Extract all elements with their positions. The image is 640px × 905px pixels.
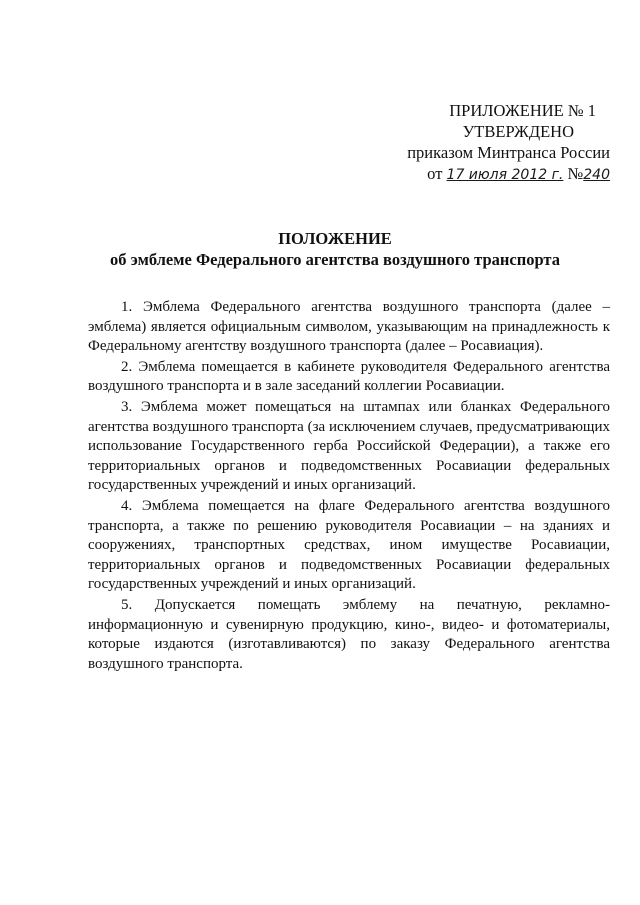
title-main: ПОЛОЖЕНИЕ <box>278 229 392 248</box>
handwritten-date: 17 июля 2012 г. <box>446 167 564 183</box>
paragraph-4: 4. Эмблема помещается на флаге Федерального агентства воздушного транспорта, а также по решению руководителя Росавиации – на зданиях и сооружениях, транспортных средствах, ином имуществе Росавиации, территориальных органов и подведомственных Росавиации федеральных государственных учреждений и иных организаций. <box>88 497 610 593</box>
approved-label: УТВЕРЖДЕНО <box>462 122 574 141</box>
order-date-line <box>370 163 610 186</box>
date-prefix: от <box>427 164 443 183</box>
document-title <box>60 228 610 270</box>
order-label: приказом Минтранса России <box>407 143 610 162</box>
paragraph-5: 5. Допускается помещать эмблему на печатную, рекламно-информационную и сувенирную продукцию, кино-, видео- и фотоматериалы, которые издаются (изготавливаются) по заказу Федерального агентства воздушного транспорта. <box>88 596 610 672</box>
title-subtitle: об эмблеме Федерального агентства воздушного транспорта <box>109 250 560 269</box>
paragraph-1: 1. Эмблема Федерального агентства воздушного транспорта (далее – эмблема) является официальным символом, указывающим на принадлежность к Федеральному агентству воздушного транспорта (далее – Росавиация). <box>88 299 610 355</box>
approval-header <box>370 100 610 186</box>
paragraph-3: 3. Эмблема может помещаться на штампах или бланках Федерального агентства воздушного транспорта (за исключением случаев, предусматривающих использование Государственного герба Российской Федерации), а также его территориальных органов и подведомственных Росавиации федеральных государственных учреждений и иных организаций. <box>88 398 610 494</box>
paragraph-2: 2. Эмблема помещается в кабинете руководителя Федерального агентства воздушного транспорта и в зале заседаний коллегии Росавиации. <box>88 358 610 395</box>
handwritten-number: 240 <box>583 167 610 183</box>
number-prefix: № <box>567 164 584 183</box>
document-body <box>88 298 610 675</box>
appendix-label: ПРИЛОЖЕНИЕ № 1 <box>449 101 596 120</box>
